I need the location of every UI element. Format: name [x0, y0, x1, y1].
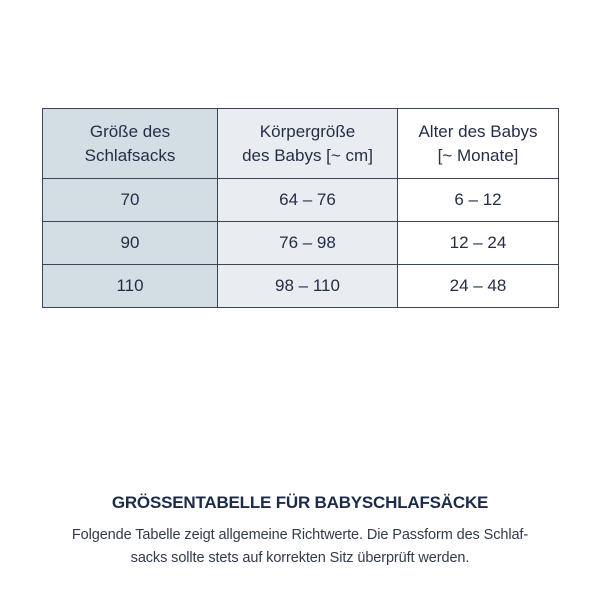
cell-size: 110 — [43, 265, 218, 308]
note-line-2: sacks sollte stets auf korrekten Sitz überprüft werden. — [130, 550, 470, 566]
table-row — [43, 265, 559, 308]
table-row — [43, 179, 559, 222]
note-line-1: Folgende Tabelle zeigt allgemeine Richtwerte. Die Passform des Schlaf- — [71, 527, 529, 543]
header-cell-sleeping-bag-size — [43, 109, 218, 179]
cell-size: 70 — [43, 179, 218, 222]
size-table-container — [42, 108, 559, 308]
cell-body-height: 64 – 76 — [218, 179, 398, 222]
cell-body-height: 98 – 110 — [218, 265, 398, 308]
header-line: Größe des — [89, 121, 171, 141]
header-line: Schlafsacks — [84, 145, 176, 165]
header-line: Körpergröße — [259, 121, 356, 141]
cell-age: 24 – 48 — [398, 265, 559, 308]
header-line: [~ Monate] — [437, 145, 519, 165]
header-cell-body-height — [218, 109, 398, 179]
section-heading: GRÖSSENTABELLE FÜR BABYSCHLAFSÄCKE — [111, 493, 489, 512]
cell-body-height: 76 – 98 — [218, 222, 398, 265]
cell-size: 90 — [43, 222, 218, 265]
caption-section — [0, 493, 600, 570]
size-table — [42, 108, 559, 308]
table-row — [43, 222, 559, 265]
note-text — [0, 524, 600, 570]
header-cell-baby-age — [398, 109, 559, 179]
cell-age: 6 – 12 — [398, 179, 559, 222]
cell-age: 12 – 24 — [398, 222, 559, 265]
header-line: Alter des Babys — [418, 121, 538, 141]
header-line: des Babys [~ cm] — [242, 145, 373, 165]
table-header-row — [43, 109, 559, 179]
